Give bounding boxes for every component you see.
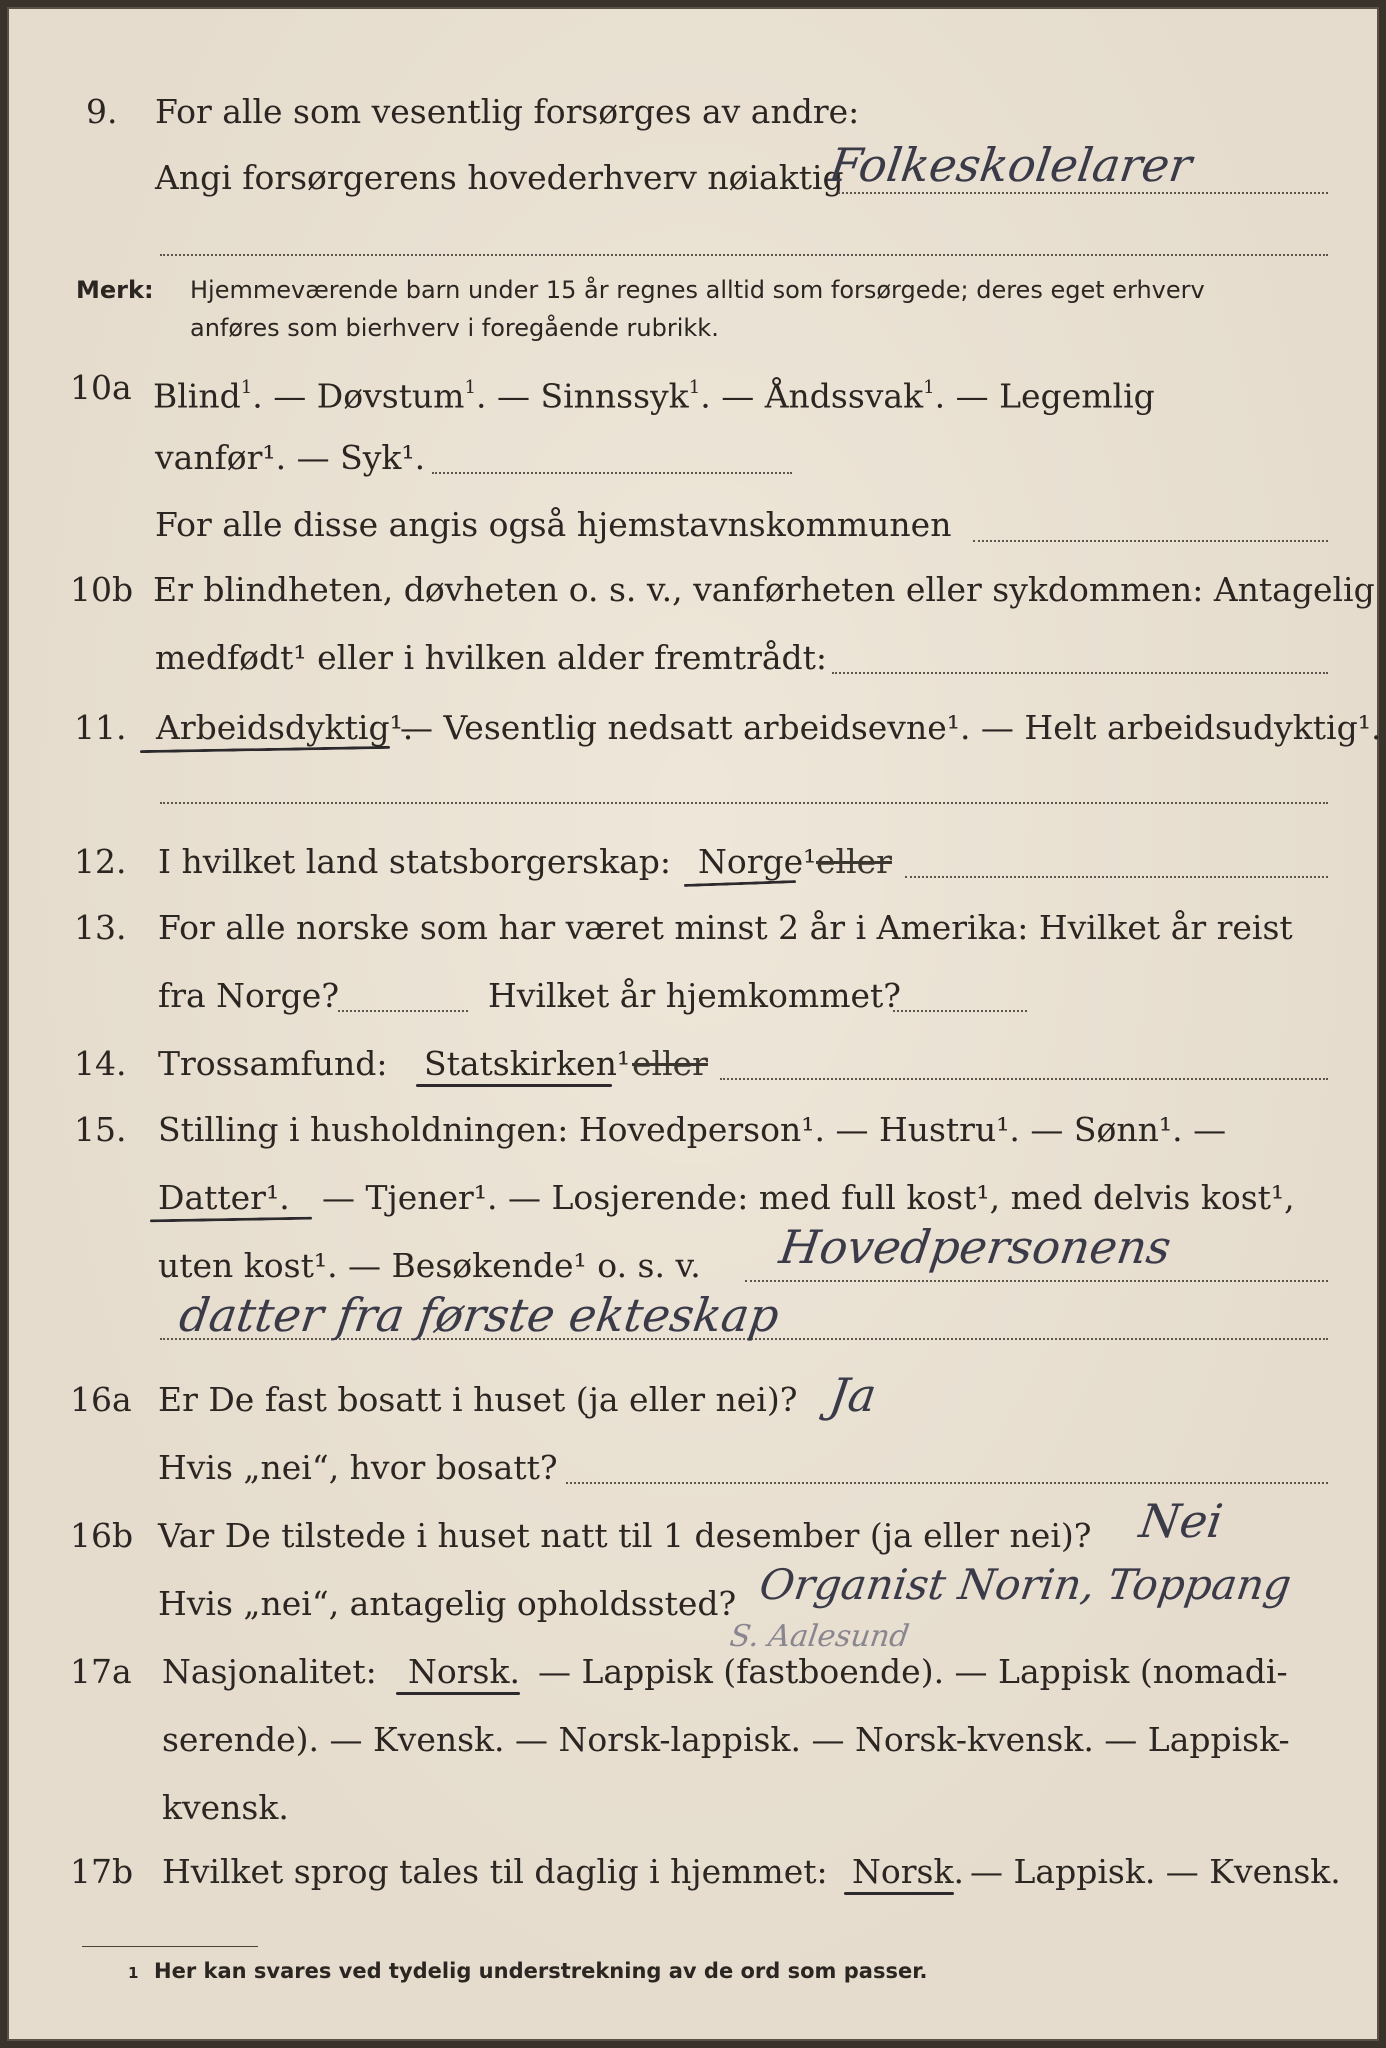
q15-answer-field-1[interactable] (745, 1280, 1328, 1282)
q10b-line1: Er blindheten, døvheten o. s. v., vanførheten eller sykdommen: Antagelig (153, 570, 1375, 609)
q16b-line2: Hvis „nei“, antagelig opholdssted? (158, 1584, 737, 1623)
merk-label: Merk: (76, 276, 154, 304)
q13-year-left-field[interactable] (338, 1010, 468, 1012)
q16a-handwritten-answer: Ja (826, 1368, 880, 1422)
q17a-number: 17a (70, 1652, 132, 1691)
footnote-text: Her kan svares ved tydelig understrekning av de ord som passer. (154, 1959, 928, 1983)
q17a-line2: serende). — Kvensk. — Norsk-lappisk. — Norsk-kvensk. — Lappisk- (162, 1720, 1290, 1759)
q10a-answer-field[interactable] (432, 472, 792, 474)
footnote-mark: 1 (128, 1964, 139, 1982)
q14-answer-field[interactable] (720, 1078, 1328, 1080)
merk-line2: anføres som bierhverv i foregående rubrikk. (190, 314, 719, 342)
q10b-number: 10b (70, 570, 134, 609)
q13-line1: For alle norske som har været minst 2 år i Amerika: Hvilket år reist (158, 908, 1293, 947)
q16b-handwritten-location: Organist Norin, Toppang (756, 1560, 1295, 1609)
q16b-pencil-note: S. Aalesund (727, 1619, 912, 1654)
footnote-rule (82, 1946, 258, 1947)
q11-option-arbeidsdyktig[interactable]: Arbeidsdyktig¹. (156, 708, 414, 747)
q10a-line2: vanfør¹. — Syk¹. (155, 438, 426, 477)
q9-answer-field[interactable] (838, 192, 1328, 194)
q15-line2: — Tjener¹. — Losjerende: med full kost¹, med delvis kost¹, (322, 1178, 1295, 1217)
q14-text: Trossamfund: (158, 1044, 388, 1083)
q16b-number: 16b (70, 1516, 134, 1555)
q12-struck-eller: eller (816, 842, 892, 881)
q16a-line1: Er De fast bosatt i huset (ja eller nei)? (158, 1380, 798, 1419)
q16b-line1: Var De tilstede i huset natt til 1 desember (ja eller nei)? (158, 1516, 1092, 1555)
q17b-number: 17b (70, 1852, 134, 1891)
q10a-line1: Blind$^1$. — Døvstum$^1$. — Sinnssyk$^1$. — Åndssvak$^1$. — Legemlig (153, 376, 1155, 416)
q17b-option-norsk[interactable]: Norsk. (852, 1852, 964, 1891)
q10a-home-municipality-field[interactable] (973, 540, 1328, 542)
q16a-number: 16a (70, 1380, 132, 1419)
q17b-line1: Hvilket sprog tales til daglig i hjemmet: (162, 1852, 828, 1891)
q17a-option-norsk[interactable]: Norsk. (408, 1652, 520, 1691)
q13-line2-right: Hvilket år hjemkommet? (488, 976, 901, 1015)
q17b-underline-mark (844, 1892, 954, 1895)
q15-line1: Stilling i husholdningen: Hovedperson¹. — Hustru¹. — Sønn¹. — (158, 1110, 1227, 1149)
q9-extra-line[interactable] (160, 254, 1328, 256)
q17a-line3: kvensk. (162, 1788, 289, 1827)
q15-line3: uten kost¹. — Besøkende¹ o. s. v. (158, 1246, 701, 1285)
q12-number: 12. (74, 842, 127, 881)
q15-handwritten-answer-1: Hovedpersonens (776, 1220, 1175, 1274)
merk-line1: Hjemmeværende barn under 15 år regnes alltid som forsørgede; deres eget erhverv (190, 276, 1205, 304)
q9-line2: Angi forsørgerens hovederhverv nøiaktig (155, 158, 844, 197)
q9-handwritten-answer: Folkeskolelarer (826, 138, 1196, 192)
q10a-line3: For alle disse angis også hjemstavnskommunen (155, 505, 952, 544)
q15-handwritten-answer-2: datter fra første ekteskap (176, 1288, 783, 1342)
q15-number: 15. (74, 1110, 127, 1149)
q10b-answer-field[interactable] (832, 672, 1328, 674)
q14-number: 14. (74, 1044, 127, 1083)
q12-option-norge[interactable]: Norge¹ (698, 842, 817, 881)
q11-other-options: — Vesentlig nedsatt arbeidsevne¹. — Helt arbeidsudyktig¹. (400, 708, 1382, 747)
q10a-number: 10a (70, 368, 132, 407)
q12-answer-field[interactable] (905, 876, 1328, 878)
q13-year-returned-field[interactable] (893, 1010, 1027, 1012)
q9-line1: For alle som vesentlig forsørges av andre: (155, 92, 860, 131)
q10b-line2: medfødt¹ eller i hvilken alder fremtrådt: (155, 638, 828, 677)
q15-option-datter[interactable]: Datter¹. (158, 1178, 290, 1217)
q16a-residence-field[interactable] (566, 1482, 1328, 1484)
q17b-line1-rest: — Lappisk. — Kvensk. (970, 1852, 1341, 1891)
q11-extra-line[interactable] (160, 802, 1328, 804)
q16a-line2: Hvis „nei“, hvor bosatt? (158, 1448, 558, 1487)
q13-number: 13. (74, 908, 127, 947)
q14-underline-mark (416, 1084, 612, 1087)
q16b-handwritten-answer: Nei (1136, 1494, 1226, 1548)
q17a-underline-mark (396, 1692, 520, 1695)
q13-line2-left: fra Norge? (158, 976, 340, 1015)
q12-text: I hvilket land statsborgerskap: (158, 842, 672, 881)
q14-struck-eller: eller (632, 1044, 708, 1083)
q9-number: 9. (86, 92, 118, 131)
q17a-line1-rest: — Lappisk (fastboende). — Lappisk (nomadi- (538, 1652, 1288, 1691)
q11-number: 11. (74, 708, 127, 747)
q14-option-statskirken[interactable]: Statskirken¹ (424, 1044, 631, 1083)
q17a-label: Nasjonalitet: (162, 1652, 377, 1691)
